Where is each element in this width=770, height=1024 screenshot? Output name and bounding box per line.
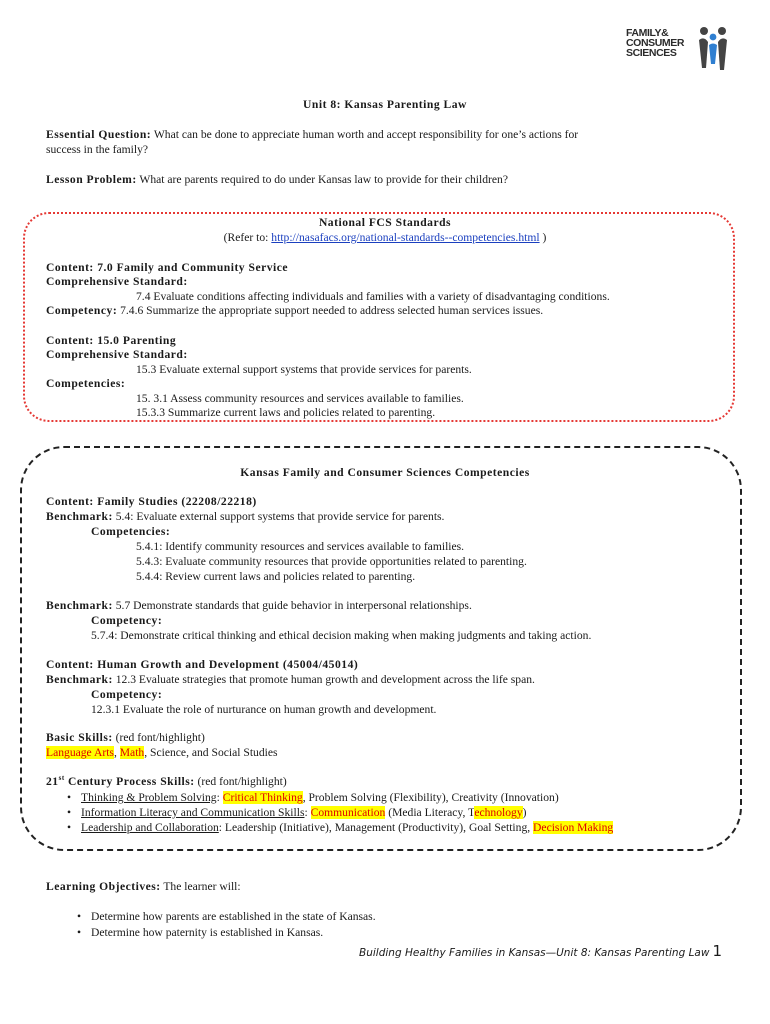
kansas-benchmark-5-4 xyxy=(46,510,444,525)
skill-end: ) xyxy=(522,806,527,819)
kansas-competency-label-2: Competency: xyxy=(91,614,163,627)
essential-question-label: Essential Question: xyxy=(46,128,152,141)
skill-category: Thinking & Problem Solving xyxy=(81,791,217,804)
national-standards-link[interactable]: http://nasafacs.org/national-standards--competencies.html xyxy=(271,231,540,244)
basic-skills-list xyxy=(46,746,278,761)
century-skills-heading xyxy=(46,775,287,790)
lesson-problem-text: What are parents required to do under Kansas law to provide for their children? xyxy=(136,173,508,186)
separator: : xyxy=(216,791,223,804)
kansas-competency-label-3: Competency: xyxy=(91,688,163,701)
national-content-2: Content: 15.0 Parenting xyxy=(46,334,177,347)
logo-line-2: CONSUMER xyxy=(626,37,685,49)
kansas-content-family-studies: Content: Family Studies (22208/22218) xyxy=(46,495,257,508)
kansas-competency-12-3-1: 12.3.1 Evaluate the role of nurturance on human growth and development. xyxy=(91,703,437,716)
refer-prefix: (Refer to: xyxy=(223,231,272,244)
skill-rest: : Leadership (Initiative), Management (Productivity), Goal Setting, xyxy=(218,821,534,834)
century-label-text: Century Process Skills: xyxy=(64,775,195,788)
highlight-technology: echnology xyxy=(474,806,523,819)
national-standards-heading: National FCS Standards xyxy=(318,216,452,229)
highlight-critical-thinking: Critical Thinking xyxy=(222,791,303,804)
lesson-problem xyxy=(46,173,726,188)
separator: : xyxy=(304,806,311,819)
kansas-competencies-label: Competencies: xyxy=(91,525,171,538)
objective-item: • Determine how paternity is established in Kansas. xyxy=(91,926,323,941)
basic-skills-note: (red font/highlight) xyxy=(112,731,205,744)
kansas-competency-5-4-1: 5.4.1: Identify community resources and services available to families. xyxy=(136,540,465,553)
benchmark-text: 5.4: Evaluate external support systems that provide service for parents. xyxy=(112,510,445,523)
benchmark-label: Benchmark: xyxy=(46,510,113,523)
national-competency-15-3-3: 15.3.3 Summarize current laws and policies related to parenting. xyxy=(136,406,436,419)
logo-line-1: FAMILY& xyxy=(626,27,669,39)
kansas-content-human-growth: Content: Human Growth and Development (45004/45014) xyxy=(46,658,359,671)
competency-label: Competency: xyxy=(46,304,118,317)
national-competency-1 xyxy=(46,304,543,319)
logo-wordmark xyxy=(626,28,684,58)
refer-line xyxy=(0,231,770,246)
benchmark-label: Benchmark: xyxy=(46,673,113,686)
national-comprehensive-label-1: Comprehensive Standard: xyxy=(46,275,188,288)
kansas-competency-5-4-4: 5.4.4: Review current laws and policies related to parenting. xyxy=(136,570,416,583)
highlight-decision-making: Decision Making xyxy=(533,821,614,834)
kansas-competency-5-4-3: 5.4.3: Evaluate community resources that provide opportunities related to parenting. xyxy=(136,555,527,568)
kansas-benchmark-12-3 xyxy=(46,673,535,688)
century-label-number: 21 xyxy=(46,775,59,788)
competency-text: 7.4.6 Summarize the appropriate support needed to address selected human services issues. xyxy=(117,304,544,317)
basic-skills-heading xyxy=(46,731,205,746)
page-title: Unit 8: Kansas Parenting Law xyxy=(303,98,467,111)
national-content-1: Content: 7.0 Family and Community Service xyxy=(46,261,289,274)
footer-text: Building Healthy Families in Kansas—Unit 8: Kansas Parenting Law xyxy=(359,947,710,959)
kansas-benchmark-5-7 xyxy=(46,599,472,614)
kansas-heading: Kansas Family and Consumer Sciences Competencies xyxy=(240,466,530,479)
national-standard-15-3: 15.3 Evaluate external support systems that provide services for parents. xyxy=(136,363,472,376)
benchmark-text: 5.7 Demonstrate standards that guide behavior in interpersonal relationships. xyxy=(112,599,472,612)
objective-item: • Determine how parents are established in the state of Kansas. xyxy=(91,910,376,925)
basic-skills-label: Basic Skills: xyxy=(46,731,113,744)
page-footer xyxy=(359,944,722,961)
skill-category: Information Literacy and Communication Skills xyxy=(81,806,305,819)
page-number: 1 xyxy=(712,942,722,960)
skill-mid: (Media Literacy, T xyxy=(385,806,475,819)
benchmark-label: Benchmark: xyxy=(46,599,113,612)
national-standard-7-4: 7.4 Evaluate conditions affecting individuals and families with a variety of disadvantaging conditions. xyxy=(136,290,610,303)
essential-question-text: What can be done to appreciate human worth and accept responsibility for one’s actions for xyxy=(151,128,579,141)
highlight-communication: Communication xyxy=(310,806,386,819)
essential-question-text-cont: success in the family? xyxy=(46,142,149,156)
essential-question xyxy=(46,128,726,157)
skill-bullet-information xyxy=(81,806,527,821)
highlight-language-arts: Language Arts xyxy=(46,746,114,759)
learning-objectives-text: The learner will: xyxy=(160,880,241,893)
national-competency-15-3-1: 15. 3.1 Assess community resources and services available to families. xyxy=(136,392,464,405)
century-label-sup: st xyxy=(58,774,65,783)
century-note: (red font/highlight) xyxy=(194,775,287,788)
benchmark-text: 12.3 Evaluate strategies that promote human growth and development across the life span. xyxy=(112,673,535,686)
skill-bullet-thinking xyxy=(81,791,559,806)
family-figures-icon xyxy=(696,24,730,72)
national-competencies-label: Competencies: xyxy=(46,377,126,390)
skill-bullet-leadership xyxy=(81,821,613,836)
skill-rest: , Problem Solving (Flexibility), Creativity (Innovation) xyxy=(302,791,559,804)
highlight-math: Math xyxy=(119,746,145,759)
separator: , xyxy=(113,746,120,759)
national-comprehensive-label-2: Comprehensive Standard: xyxy=(46,348,188,361)
learning-objectives-heading xyxy=(46,880,241,895)
kansas-competency-5-7-4: 5.7.4: Demonstrate critical thinking and ethical decision making when making judgments and taking action. xyxy=(91,629,592,642)
lesson-problem-label: Lesson Problem: xyxy=(46,173,137,186)
basic-skills-rest: , Science, and Social Studies xyxy=(144,746,278,759)
fcs-logo xyxy=(626,24,730,72)
refer-suffix: ) xyxy=(539,231,547,244)
learning-objectives-label: Learning Objectives: xyxy=(46,880,161,893)
logo-line-3: SCIENCES xyxy=(626,47,677,59)
skill-category: Leadership and Collaboration xyxy=(81,821,219,834)
